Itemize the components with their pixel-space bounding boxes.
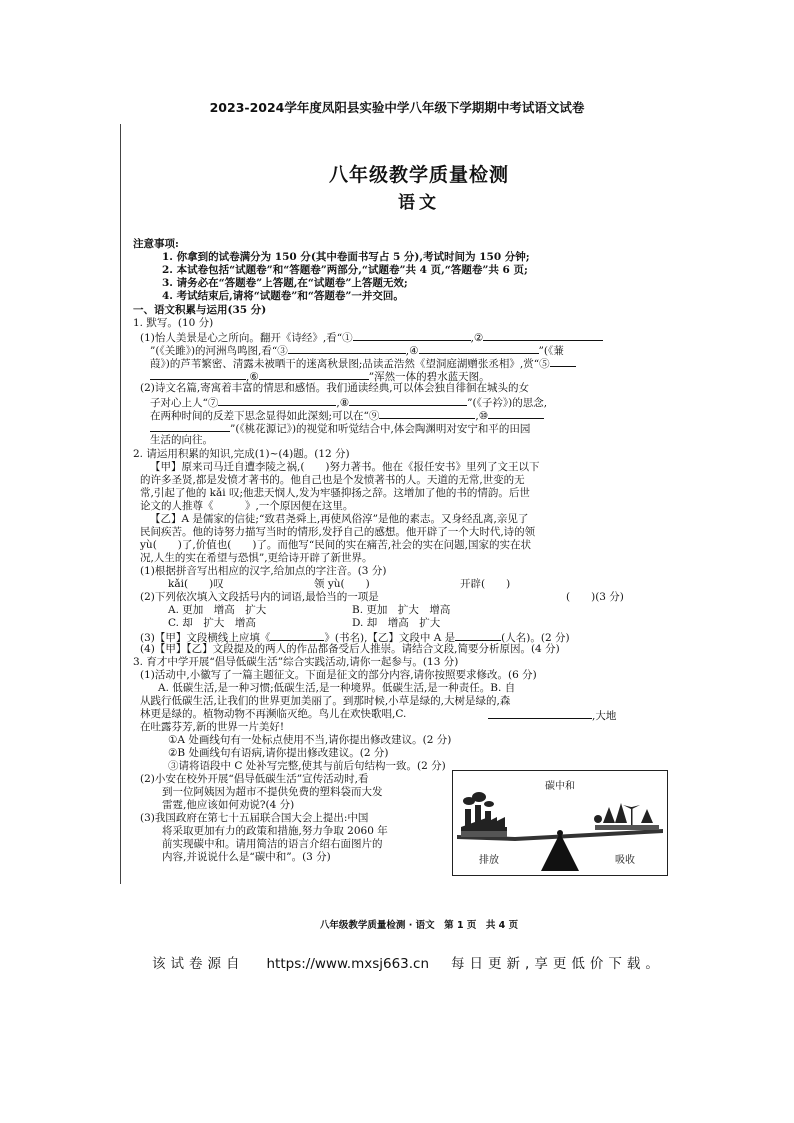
absorption-label: 吸收 [615, 855, 635, 866]
answer-blank-1[interactable] [353, 330, 471, 341]
page-left-border [120, 124, 121, 884]
answer-blank-name[interactable] [455, 630, 501, 641]
notice-item: 3. 请务必在“答题卷”上答题,在“试题卷”上答题无效; [162, 277, 408, 289]
q1-line: ”(《桃花源记》)的视觉和听觉结合中,体会陶渊明对安宁和平的田园 [150, 421, 530, 436]
answer-blank-2[interactable] [483, 330, 603, 341]
option-b[interactable]: B. 更加 扩大 增高 [352, 604, 451, 616]
q1-line: ,⑥ ”浑然一体的碧水蓝天图。 [150, 369, 490, 384]
q2-subquestion: (4)【甲】【乙】文段提及的两人的作品都备受后人推崇。请结合文段,简要分析原因。(4 分) [140, 643, 560, 655]
q2-subquestion: (2)下列依次填入文段括号内的词语,最恰当的一项是 [140, 591, 379, 603]
q2-score: ( )(3 分) [566, 591, 624, 603]
task-item: ②B 处画线句有语病,请你提出修改建议。(2 分) [168, 747, 389, 759]
passage-jia: 【甲】原来司马迁自遭李陵之祸,( )努力著书。他在《报任安书》里列了文王以下 [150, 461, 540, 473]
option-c[interactable]: C. 却 扩大 增高 [168, 617, 256, 629]
answer-blank-5[interactable] [550, 356, 576, 367]
q1-line: 在两种时间的反差下思念显得如此深刻;可以在“⑨ ,⑩ [150, 408, 544, 423]
answer-blank-4[interactable] [419, 343, 539, 354]
emission-label: 排放 [479, 855, 499, 866]
q2-subquestion: (1)根据拼音写出相应的汉字,给加点的字注音。(3 分) [140, 565, 387, 577]
answer-blank-c[interactable] [488, 708, 592, 719]
essay-line: 在吐露芬芳,新的世界一片美好! [140, 721, 285, 733]
figure-title: 碳中和 [545, 781, 575, 792]
pinyin-item: 领 yù( ) [314, 578, 370, 590]
q3-title: 3. 育才中学开展“倡导低碳生活”综合实践活动,请你一起参与。(13 分) [133, 656, 459, 668]
passage-jia: 常,引起了他的 kǎi 叹;他悲天悯人,发为牢骚抑扬之辞。这增加了他的书的情韵。后世 [140, 487, 530, 499]
q1-line: (2)诗文名篇,寄寓着丰富的情思和感悟。我们通读经典,可以体会独自徘徊在城头的女 [140, 382, 530, 394]
q3-subquestion: 雷霆,他应该如何劝说?(4 分) [162, 799, 295, 811]
pinyin-item: kǎi( )叹 [168, 578, 224, 590]
essay-line: 从践行低碳生活,让我们的世界更加美丽了。到那时候,小草是绿的,大树是绿的,森 [140, 695, 511, 707]
answer-blank-5b[interactable] [150, 369, 246, 380]
q2-title: 2. 请运用积累的知识,完成(1)~(4)题。(12 分) [133, 448, 350, 460]
q1-title: 1. 默写。(10 分) [133, 317, 214, 329]
carbon-neutrality-figure [452, 770, 668, 876]
essay-line: 林更是绿的。植物动物不再濒临灭绝。鸟儿在欢快歌唱,C. [140, 708, 407, 720]
q1-line: 葭》)的芦苇繁密、清露未被晒干的迷离秋景图;品读孟浩然《望洞庭湖赠张丞相》,赏“⑤ [150, 356, 576, 371]
passage-jia: 论文的人推尊《 》,一个原因便在这里。 [140, 500, 354, 512]
passage-yi: 【乙】A 是儒家的信徒;“致君尧舜上,再使风俗淳”是他的素志。又身经乱离,亲见了 [150, 513, 529, 525]
pinyin-item: 开辟( ) [460, 578, 511, 590]
option-a[interactable]: A. 更加 增高 扩大 [168, 604, 267, 616]
document-title: 2023-2024学年度凤阳县实验中学八年级下学期期中考试语文试卷 [209, 100, 585, 115]
q3-subquestion: 前实现碳中和。请用简洁的语言介绍右面图片的 [162, 838, 383, 850]
answer-blank-book[interactable] [270, 630, 324, 641]
source-link[interactable]: https://www.mxsj663.cn [266, 956, 430, 972]
answer-blank-10b[interactable] [150, 421, 230, 432]
essay-line: ,大地 [488, 708, 616, 723]
answer-blank-7[interactable] [218, 395, 336, 406]
page-footer: 八年级教学质量检测 · 语文 第 1 页 共 4 页 [319, 920, 519, 931]
answer-blank-3[interactable] [288, 343, 406, 354]
passage-yi: 况,人生的实在希望与恐惧”,更给诗开辟了新世界。 [140, 552, 373, 564]
notice-heading: 注意事项: [133, 238, 179, 250]
q1-line: ”(《关雎》)的河洲鸟鸣图,看“③ ,④ ”(《蒹 [150, 345, 564, 357]
passage-jia: 的许多圣贤,都是发愤才著书的。他自己也是个发愤著书的人。天道的无常,世变的无 [140, 474, 525, 486]
answer-blank-10[interactable] [488, 408, 544, 419]
q1-line: (1)怡人美景是心之所向。翻开《诗经》,看“① ,② [140, 330, 603, 345]
q2-subquestion: (3)【甲】文段横线上应填《 》(书名),【乙】文段中 A 是 (人名)。(2 分) [140, 632, 570, 644]
q1-line: 生活的向往。 [150, 434, 213, 446]
factory-icon [461, 792, 507, 835]
notice-item: 2. 本试卷包括“试题卷”和“答题卷”两部分,“试题卷”共 4 页,“答题卷”共 6 页; [162, 264, 528, 276]
notice-item: 1. 你拿到的试卷满分为 150 分(其中卷面书写占 5 分),考试时间为 150 分钟; [162, 251, 530, 263]
source-note: 该试卷源自 https://www.mxsj663.cn 每日更新,享更低价下载。 [152, 956, 664, 972]
q3-subquestion: (1)活动中,小徽写了一篇主题征文。下面是征文的部分内容,请你按照要求修改。(6 分) [140, 669, 537, 681]
exam-subject: 语文 [398, 193, 440, 213]
trees-icon [594, 803, 653, 825]
q1-line: 子对心上人“⑦ ,⑧ ”(《子衿》)的思念, [150, 397, 548, 409]
task-item: ③请将语段中 C 处补写完整,使其与前后句结构一致。(2 分) [168, 760, 446, 772]
answer-blank-8[interactable] [349, 395, 467, 406]
q3-subquestion: 将采取更加有力的政策和措施,努力争取 2060 年 [162, 825, 388, 837]
option-d[interactable]: D. 却 增高 扩大 [352, 617, 441, 629]
section-heading: 一、语文积累与运用(35 分) [133, 304, 267, 316]
q3-subquestion: (2)小安在校外开展“倡导低碳生活”宣传活动时,看 [140, 773, 369, 785]
exam-title: 八年级教学质量检测 [328, 164, 509, 186]
task-item: ①A 处画线句有一处标点使用不当,请你提出修改建议。(2 分) [168, 734, 452, 746]
answer-blank-9[interactable] [379, 408, 475, 419]
passage-yi: 民间疾苦。他的诗努力描写当时的情形,发抒自己的感想。他开辟了一个大时代,诗的领 [140, 526, 536, 538]
notice-item: 4. 考试结束后,请将“试题卷”和“答题卷”一并交回。 [162, 290, 404, 302]
passage-yi: yù( )了,价值也( )了。而他写“民间的实在痛苦,社会的实在问题,国家的实在状 [140, 539, 531, 551]
q3-subquestion: 到一位阿姨因为超市不提供免费的塑料袋而大发 [162, 786, 383, 798]
q3-subquestion: (3)我国政府在第七十五届联合国大会上提出:中国 [140, 812, 369, 824]
essay-line: A. 低碳生活,是一种习惯;低碳生活,是一种境界。低碳生活,是一种责任。B. 自 [158, 682, 516, 694]
q3-subquestion: 内容,并说说什么是“碳中和”。(3 分) [162, 851, 331, 863]
answer-blank-6[interactable] [259, 369, 369, 380]
